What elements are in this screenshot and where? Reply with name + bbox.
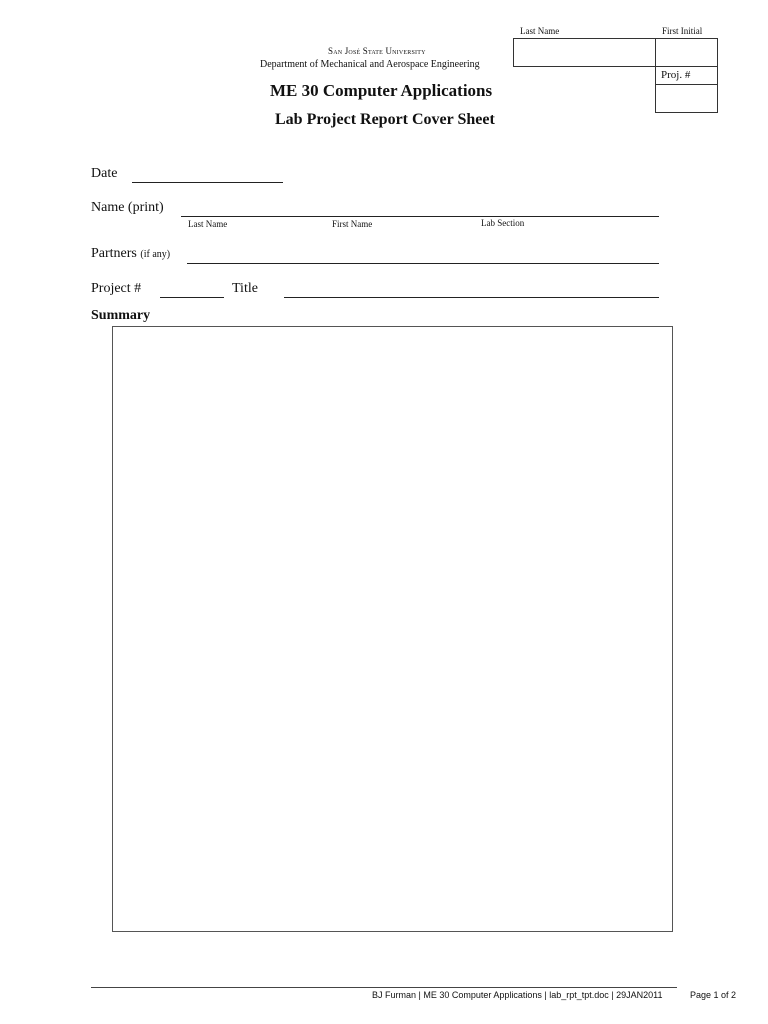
date-label: Date bbox=[91, 166, 118, 181]
university-name: San José State University bbox=[328, 46, 426, 56]
first-initial-box[interactable] bbox=[655, 38, 718, 67]
partners-hint: (if any) bbox=[140, 249, 171, 260]
project-number-label: Project # bbox=[91, 281, 142, 296]
summary-label: Summary bbox=[91, 308, 151, 323]
summary-box[interactable] bbox=[112, 326, 673, 932]
title-field[interactable] bbox=[284, 297, 659, 298]
sheet-title: Lab Project Report Cover Sheet bbox=[275, 111, 495, 128]
name-sub-first: First Name bbox=[332, 219, 373, 229]
title-label: Title bbox=[232, 281, 258, 296]
partners-field[interactable] bbox=[187, 263, 659, 264]
footer-info: BJ Furman | ME 30 Computer Applications | lab_rpt_tpt.doc | 29JAN2011 bbox=[372, 990, 663, 1000]
footer-page: Page 1 of 2 bbox=[690, 990, 737, 1000]
name-field[interactable] bbox=[181, 216, 659, 217]
first-initial-box-label: First Initial bbox=[662, 26, 703, 36]
proj-number-box[interactable] bbox=[655, 84, 718, 113]
department-name: Department of Mechanical and Aerospace Engineering bbox=[260, 59, 480, 70]
last-name-box[interactable] bbox=[513, 38, 656, 67]
partners-label-text: Partners bbox=[91, 246, 137, 261]
name-label: Name (print) bbox=[91, 200, 164, 215]
name-sub-section: Lab Section bbox=[481, 218, 525, 228]
last-name-box-label: Last Name bbox=[520, 26, 560, 36]
project-number-field[interactable] bbox=[160, 297, 224, 298]
footer-rule bbox=[91, 987, 677, 988]
proj-number-label: Proj. # bbox=[661, 69, 691, 81]
partners-label bbox=[91, 246, 170, 262]
name-sub-last: Last Name bbox=[188, 219, 228, 229]
course-title: ME 30 Computer Applications bbox=[270, 81, 493, 100]
date-field[interactable] bbox=[132, 182, 283, 183]
